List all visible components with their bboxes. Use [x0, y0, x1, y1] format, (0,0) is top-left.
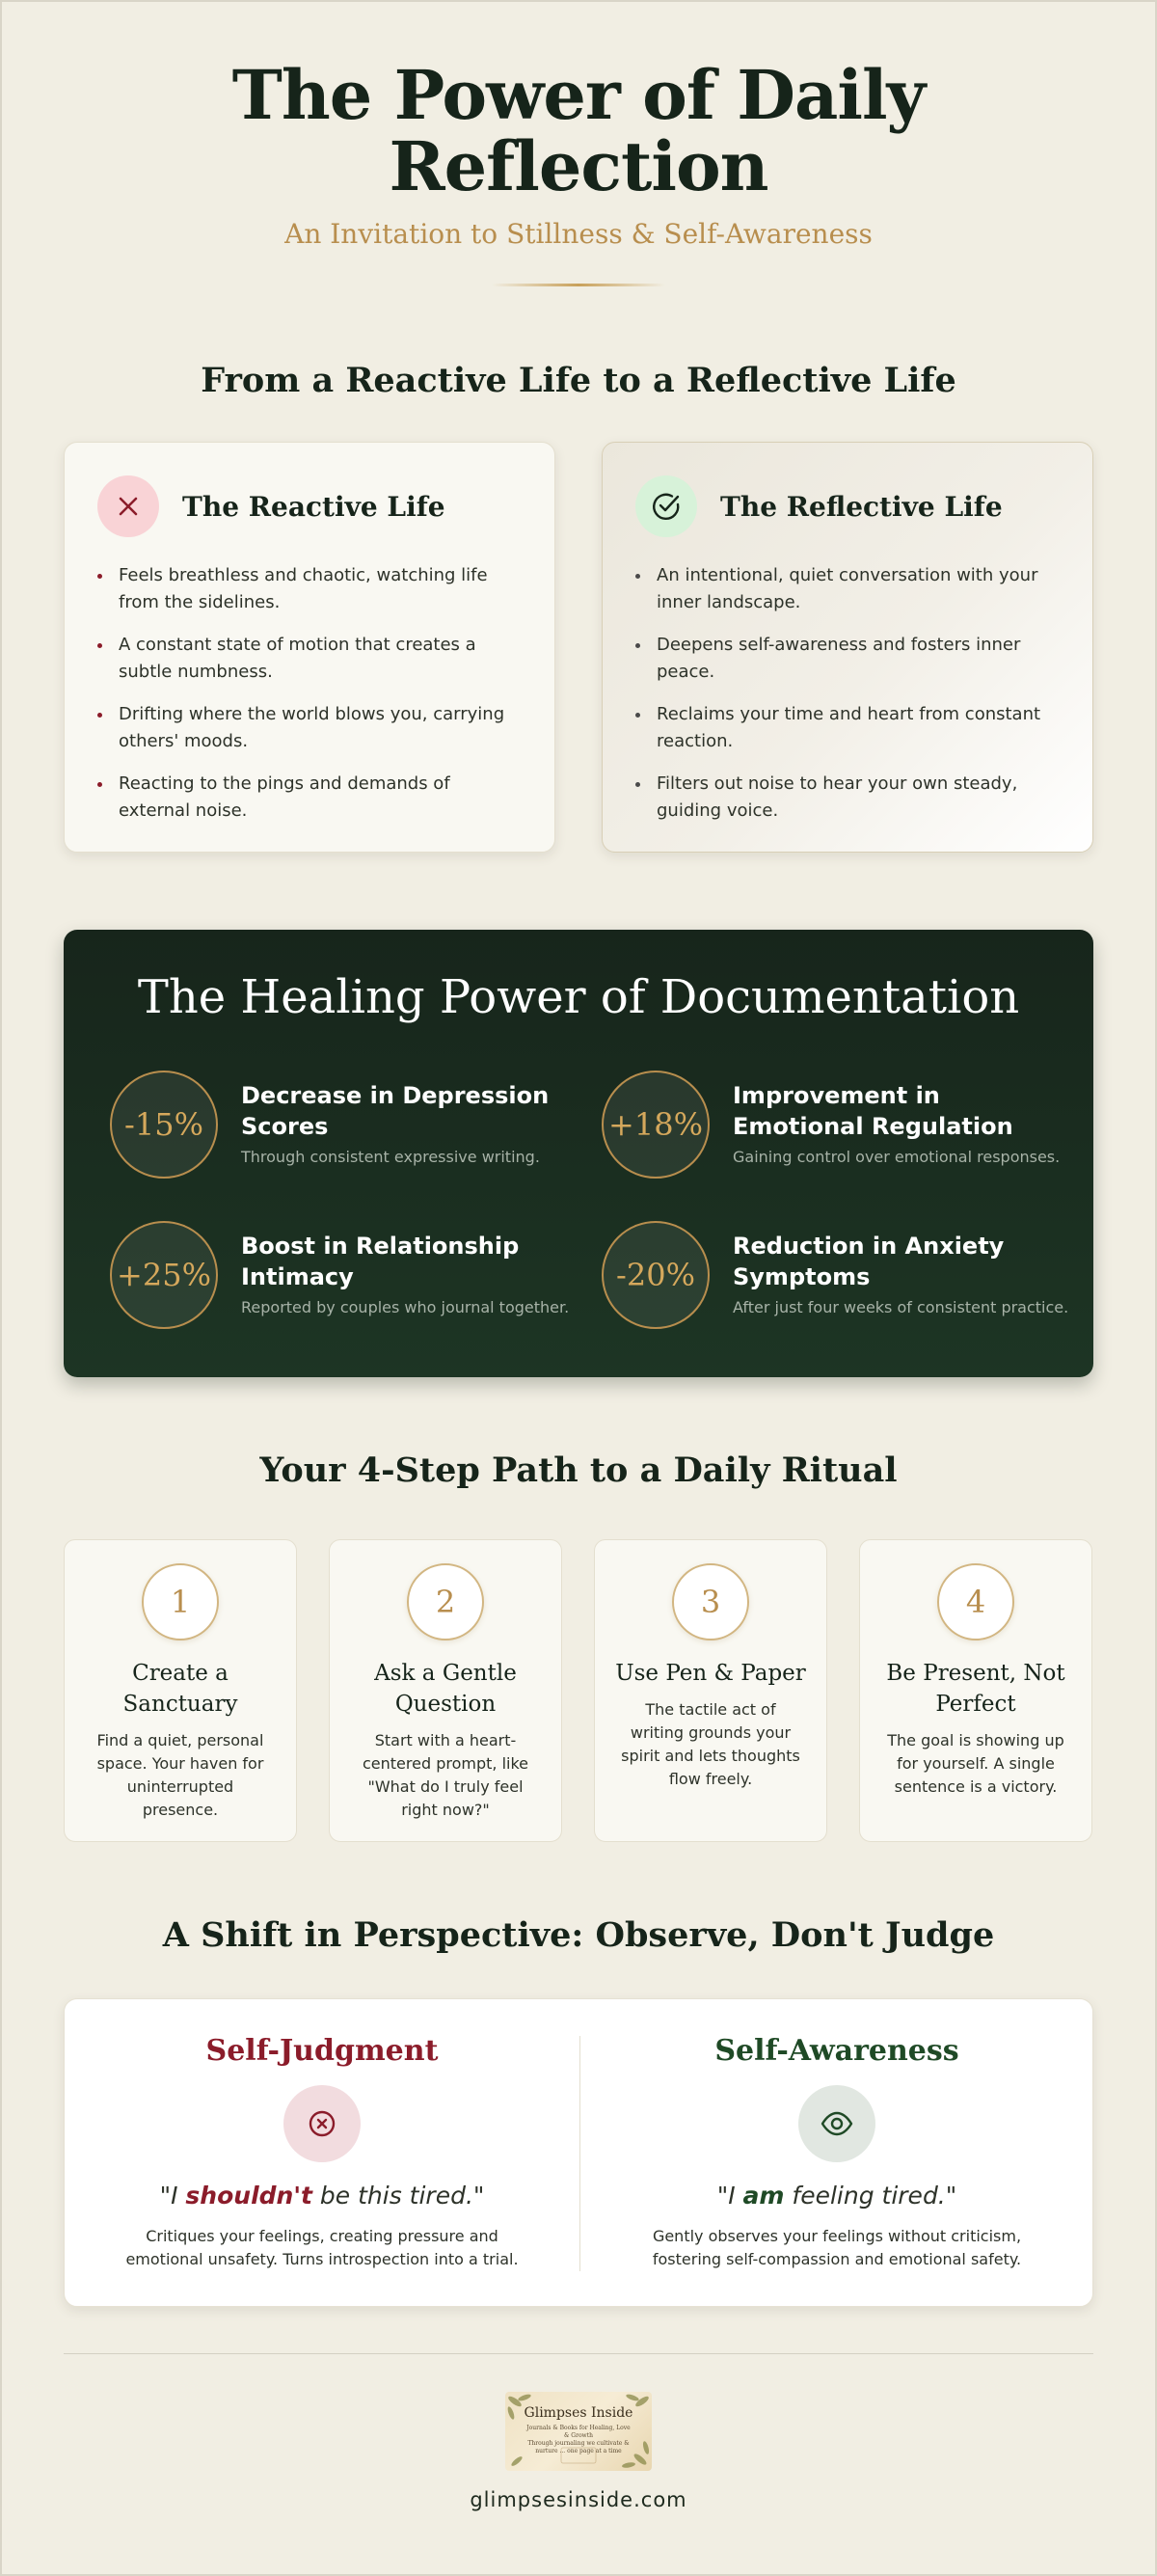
- step-number: 1: [142, 1563, 219, 1641]
- stat-label: Reduction in Anxiety Symptoms: [733, 1233, 1005, 1290]
- x-mark-icon: [97, 475, 159, 537]
- self-awareness-title: Self-Awareness: [714, 2034, 959, 2068]
- step-desc: Find a quiet, personal space. Your haven for uninterrupted presence.: [96, 1731, 264, 1819]
- list-item: Filters out noise to hear your own steady, guiding voice.: [635, 771, 1060, 825]
- documentation-title: The Healing Power of Documentation: [137, 970, 1020, 1024]
- stat-desc: After just four weeks of consistent practice.: [733, 1298, 1069, 1316]
- stat-value: -20%: [602, 1221, 710, 1329]
- step-number: 3: [672, 1563, 749, 1641]
- perspective-card: [64, 1998, 1093, 2307]
- list-item: Feels breathless and chaotic, watching life from the sidelines.: [97, 562, 522, 616]
- logo-title: Glimpses Inside: [524, 2405, 633, 2421]
- step-title: Be Present, Not Perfect: [886, 1661, 1065, 1717]
- reactive-life-list: [97, 562, 522, 825]
- list-item: Reclaims your time and heart from constant reaction.: [635, 701, 1060, 755]
- logo-tagline: Journals & Books for Healing, Love & Growth Through journaling we cultivate & nurture ... one page at a time: [526, 2425, 631, 2454]
- brand-logo[interactable]: [505, 2392, 652, 2471]
- stat-desc: Gaining control over emotional responses.: [733, 1148, 1061, 1166]
- footer-url[interactable]: glimpsesinside.com: [470, 2488, 687, 2511]
- stat-value: +25%: [110, 1221, 218, 1329]
- reactive-life-card: [64, 442, 555, 853]
- self-judgment-column: [65, 2034, 579, 2271]
- footer-divider: [64, 2353, 1093, 2354]
- eye-icon: [798, 2085, 875, 2162]
- gold-divider: [492, 284, 665, 286]
- list-item: Drifting where the world blows you, carrying others' moods.: [97, 701, 522, 755]
- reactive-life-title: The Reactive Life: [182, 490, 445, 523]
- step-number: 2: [407, 1563, 484, 1641]
- stat-depression: [110, 1071, 592, 1186]
- stat-label: Improvement in Emotional Regulation: [733, 1082, 1013, 1140]
- step-number: 4: [937, 1563, 1014, 1641]
- self-awareness-desc: Gently observes your feelings without criticism, fostering self-compassion and emotional safety.: [652, 2227, 1022, 2268]
- page-title: The Power of Daily Reflection: [231, 55, 926, 206]
- perspective-section-title: A Shift in Perspective: Observe, Don't Judge: [162, 1915, 995, 1955]
- reflective-life-title: The Reflective Life: [720, 490, 1003, 523]
- step-title: Create a Sanctuary: [122, 1661, 238, 1717]
- step-desc: The goal is showing up for yourself. A single sentence is a victory.: [887, 1731, 1064, 1796]
- stat-relationship-intimacy: [110, 1221, 592, 1337]
- reflective-life-card: [602, 442, 1093, 853]
- stat-desc: Through consistent expressive writing.: [241, 1148, 540, 1166]
- self-judgment-desc: Critiques your feelings, creating pressure and emotional unsafety. Turns introspection into a trial.: [125, 2227, 519, 2268]
- step-title: Use Pen & Paper: [615, 1661, 806, 1686]
- list-item: Reacting to the pings and demands of external noise.: [97, 771, 522, 825]
- step-desc: Start with a heart-centered prompt, like "What do I truly feel right now?": [363, 1731, 528, 1819]
- page-subtitle: An Invitation to Stillness & Self-Awareness: [284, 218, 873, 250]
- x-circle-icon: [283, 2085, 361, 2162]
- reflective-life-list: [635, 562, 1060, 825]
- list-item: Deepens self-awareness and fosters inner peace.: [635, 632, 1060, 686]
- stat-anxiety: [602, 1221, 1084, 1337]
- stat-emotional-regulation: [602, 1071, 1084, 1186]
- step-title: Ask a Gentle Question: [374, 1661, 517, 1717]
- stat-label: Decrease in Depression Scores: [241, 1082, 550, 1140]
- self-judgment-quote: "I shouldn't be this tired.": [159, 2182, 485, 2210]
- step-card-2: [329, 1539, 562, 1842]
- check-circle-icon: [635, 475, 697, 537]
- stat-desc: Reported by couples who journal together.: [241, 1298, 570, 1316]
- comparison-section-title: From a Reactive Life to a Reflective Life: [201, 361, 956, 400]
- step-card-1: [64, 1539, 297, 1842]
- list-item: An intentional, quiet conversation with your inner landscape.: [635, 562, 1060, 616]
- step-desc: The tactile act of writing grounds your spirit and lets thoughts flow freely.: [621, 1700, 800, 1788]
- step-card-4: [859, 1539, 1092, 1842]
- self-awareness-quote: "I am feeling tired.": [716, 2182, 957, 2210]
- steps-section-title: Your 4-Step Path to a Daily Ritual: [259, 1451, 898, 1490]
- stat-value: -15%: [110, 1071, 218, 1179]
- documentation-panel: [64, 930, 1093, 1377]
- stat-label: Boost in Relationship Intimacy: [241, 1233, 520, 1290]
- self-awareness-column: [579, 2034, 1094, 2271]
- stat-value: +18%: [602, 1071, 710, 1179]
- self-judgment-title: Self-Judgment: [205, 2034, 439, 2068]
- step-card-3: [594, 1539, 827, 1842]
- list-item: A constant state of motion that creates a subtle numbness.: [97, 632, 522, 686]
